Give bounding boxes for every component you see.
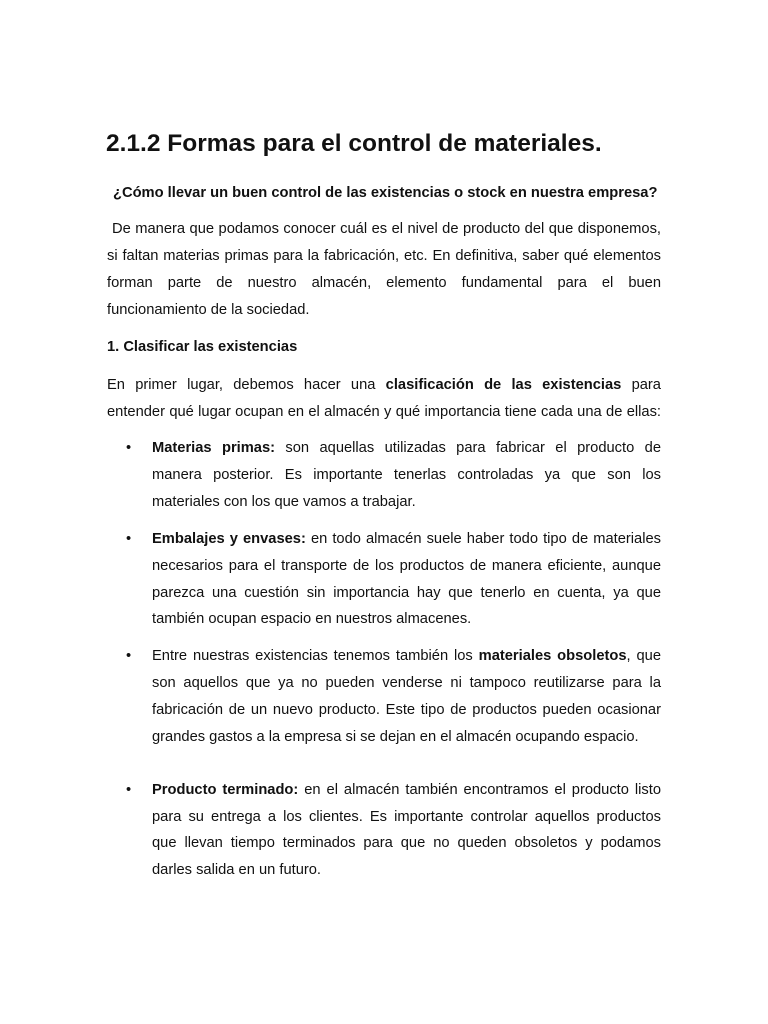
list-item-line: para su entrega a los clientes. Es importante controlar aquellos productos <box>152 809 661 825</box>
bullet-marker: • <box>126 782 132 798</box>
intro-line: forman parte de nuestro almacén, elemento fundamental para el buen <box>107 275 661 291</box>
bullet-marker: • <box>126 531 132 547</box>
list-item-line: Entre nuestras existencias tenemos también los materiales obsoletos, que <box>152 648 661 664</box>
list-item-line: Producto terminado: en el almacén también encontramos el producto listo <box>152 782 661 798</box>
list-item-line: también ocupan espacio en nuestros almacenes. <box>152 611 472 627</box>
intro-line: funcionamiento de la sociedad. <box>107 302 310 318</box>
list-item-line: darles salida en un futuro. <box>152 862 322 878</box>
list-item-line: Materias primas: son aquellas utilizadas para fabricar el producto de <box>152 440 661 456</box>
list-item-line: parezca una cuestión sin importancia hay que tenerlo en cuenta, ya que <box>152 585 661 601</box>
bullet-marker: • <box>126 440 132 456</box>
list-item-line: materiales con los que vamos a trabajar. <box>152 494 416 510</box>
list-item-line: grandes gastos a la empresa si se dejan en el almacén ocupando espacio. <box>152 729 639 745</box>
section-paragraph-line: entender qué lugar ocupan en el almacén y qué importancia tiene cada una de ellas: <box>107 404 661 420</box>
intro-line: si faltan materias primas para la fabricación, etc. En definitiva, saber qué elementos <box>107 248 661 264</box>
section-paragraph-line: En primer lugar, debemos hacer una clasificación de las existencias para <box>107 377 661 393</box>
list-item-line: que llevan tiempo terminados para que no queden obsoletos y podamos <box>152 835 661 851</box>
section-title: 1. Clasificar las existencias <box>107 339 298 355</box>
subheading: ¿Cómo llevar un buen control de las existencias o stock en nuestra empresa? <box>113 185 658 201</box>
list-item-line: son aquellos que ya no pueden venderse ni tampoco reutilizarse para la <box>152 675 661 691</box>
list-item-line: fabricación de un nuevo producto. Este tipo de productos pueden ocasionar <box>152 702 661 718</box>
list-item-line: necesarios para el transporte de los productos de manera eficiente, aunque <box>152 558 661 574</box>
list-item-line: Embalajes y envases: en todo almacén suele haber todo tipo de materiales <box>152 531 661 547</box>
bullet-marker: • <box>126 648 132 664</box>
list-item-line: manera posterior. Es importante tenerlas controladas ya que son los <box>152 467 661 483</box>
page-title: 2.1.2 Formas para el control de materiales. <box>106 130 602 157</box>
intro-line: De manera que podamos conocer cuál es el nivel de producto del que disponemos, <box>112 221 661 237</box>
